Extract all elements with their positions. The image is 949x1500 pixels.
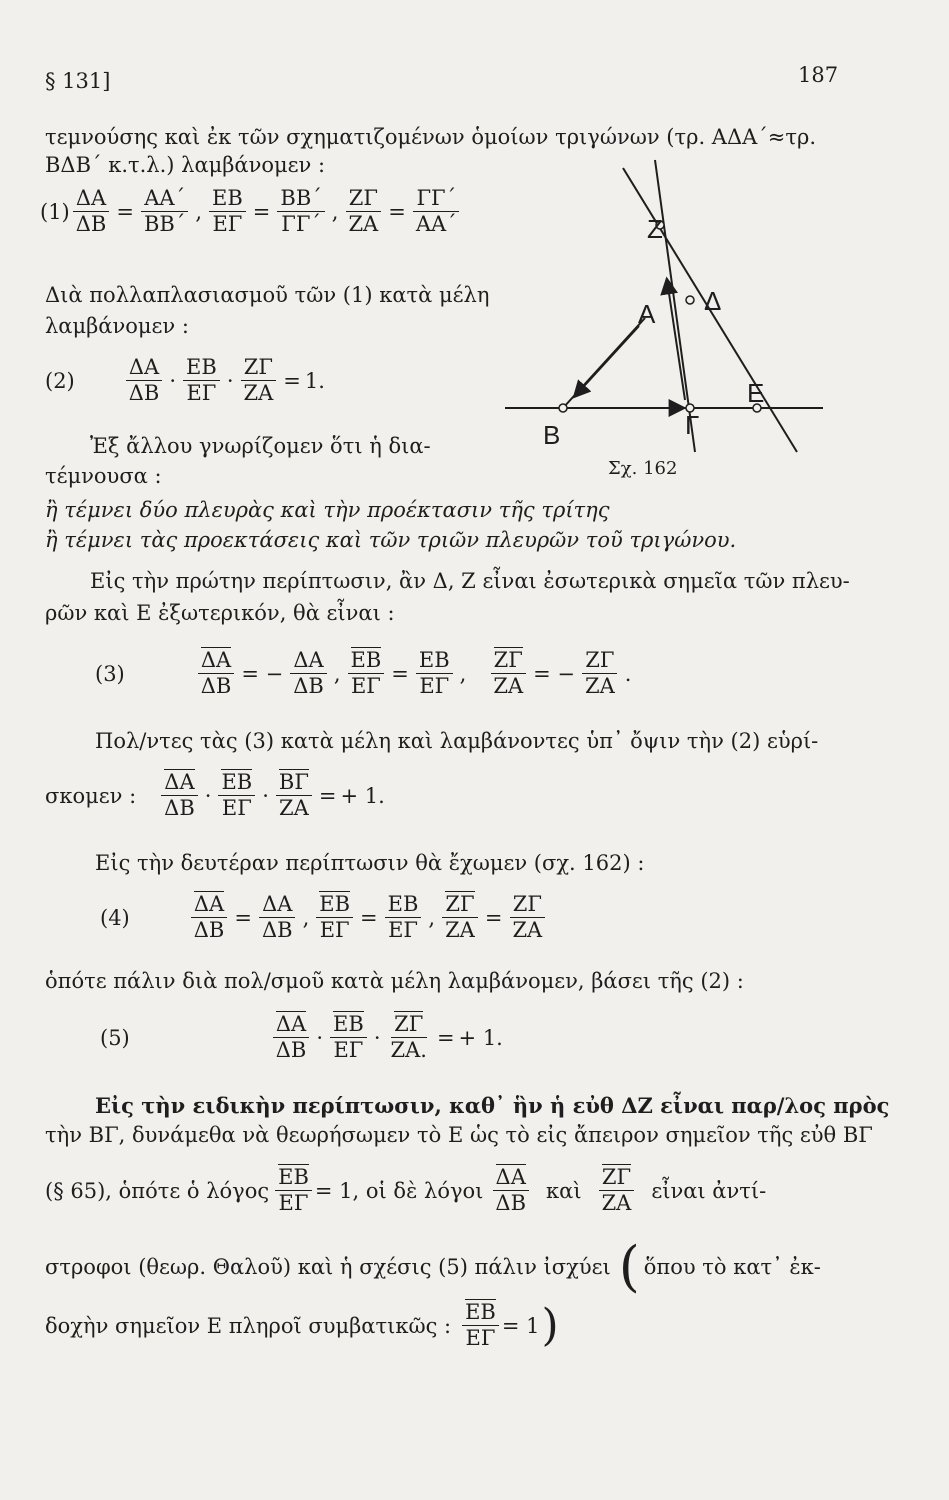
fraction: $\frac{EB}{E\Gamma}$: [385, 892, 422, 943]
fraction: $\frac{Z\Gamma}{ZA}$: [599, 1165, 635, 1216]
text-line: ρῶν καὶ Ε ἐξωτερικόν, θὰ εἶναι :: [45, 601, 395, 625]
text-line: τὴν ΒΓ, δυνάμεθα νὰ θεωρήσωμεν τὸ Ε ὡς τὸ εἰς ἄπειρον σημεῖον τῆς εὐθ ΒΓ: [45, 1123, 873, 1147]
fraction: $\frac{\Delta A}{\Delta B}$: [126, 355, 163, 406]
point-d: [686, 296, 694, 304]
text-line: Διὰ πολλαπλασιασμοῦ τῶν (1) κατὰ μέλη: [45, 283, 490, 307]
text-line: τέμνουσα :: [45, 464, 162, 488]
fraction: $\frac{AA΄}{BB΄}$: [141, 186, 188, 237]
equation-5: (5) $\frac{\Delta A}{\Delta B}$ · $\frac{EB}{E\Gamma}$ · $\frac{Z\Gamma}{ZA.}$ = + 1.: [100, 1012, 503, 1062]
text-line: Εἰς τὴν πρώτην περίπτωσιν, ἂν Δ, Ζ εἶναι ἐσωτερικὰ σημεῖα τῶν πλευ-: [90, 569, 850, 593]
equation-label: (5): [100, 1025, 130, 1050]
fraction: $\frac{EB}{E\Gamma}$: [330, 1012, 367, 1063]
fraction: $\frac{Z\Gamma}{ZA}$: [582, 648, 618, 699]
text-line-with-fraction: δοχὴν σημεῖον Ε πληροῖ συμβατικῶς : $\frac{EB}{E\Gamma}$ = 1 ): [45, 1299, 559, 1351]
fraction: $\frac{\Delta A}{\Delta B}$: [198, 648, 235, 699]
equation-3: (3) $\frac{\Delta A}{\Delta B}$ = − $\frac{\Delta A}{\Delta B}$ , $\frac{EB}{E\Gamma}$ = $\frac{EB}{E\Gamma}$ , $\frac{Z\Gamma}{ZA}$ = − $\frac{Z\Gamma}{ZA}$ .: [95, 648, 632, 698]
fraction: $\frac{\Delta A}{\Delta B}$: [191, 892, 228, 943]
text-line: Εἰς τὴν ειδικὴν περίπτωσιν, καθ᾿ ἣν ἡ εὐθ ΔΖ εἶναι παρ/λος πρὸς: [95, 1093, 890, 1118]
text-line: τεμνούσης καὶ ἐκ τῶν σχηματιζομένων ὁμοίων τριγώνων (τρ. ΑΔΑ΄≈τρ.: [45, 125, 817, 149]
fraction: $\frac{Z\Gamma}{ZA}$: [490, 648, 526, 699]
fraction: $\frac{B\Gamma}{ZA}$: [276, 770, 312, 821]
fraction: $\frac{EB}{E\Gamma}$: [316, 892, 353, 943]
fraction: $\frac{\Delta A}{\Delta B}$: [492, 1165, 529, 1216]
equation-2: (2) $\frac{\Delta A}{\Delta B}$ · $\frac{EB}{E\Gamma}$ · $\frac{Z\Gamma}{ZA}$ = 1.: [45, 355, 325, 405]
text-line: ἢ τέμνει δύο πλευρὰς καὶ τὴν προέκτασιν τῆς τρίτης: [45, 498, 610, 522]
text-line-with-fractions: (§ 65), ὁπότε ὁ λόγος $\frac{EB}{E\Gamma}$ = 1, οἱ δὲ λόγοι $\frac{\Delta A}{\Delta B}$ καὶ $\frac{Z\Gamma}{ZA}$ εἶναι ἀντί-: [45, 1165, 767, 1215]
fraction: $\frac{EB}{E\Gamma}$: [416, 648, 453, 699]
equation-3-product: σκομεν : $\frac{\Delta A}{\Delta B}$ · $\frac{EB}{E\Gamma}$ · $\frac{B\Gamma}{ZA}$ = + 1.: [45, 770, 385, 820]
fraction: $\frac{Z\Gamma}{ZA}$: [345, 186, 381, 237]
text-line: Πολ/ντες τὰς (3) κατὰ μέλη καὶ λαμβάνοντες ὑπ᾿ ὄψιν τὴν (2) εὑρί-: [95, 729, 819, 753]
text-line: Ἐξ ἄλλου γνωρίζομεν ὅτι ἡ δια-: [90, 434, 431, 458]
text-line: Εἰς τὴν δευτέραν περίπτωσιν θὰ ἔχωμεν (σχ. 162) :: [95, 851, 645, 875]
label-b: B: [543, 420, 561, 450]
label-z: Z: [647, 214, 663, 244]
text-line: ΒΔΒ΄ κ.τ.λ.) λαμβάνομεν :: [45, 153, 326, 177]
fraction: $\frac{EB}{E\Gamma}$: [348, 648, 385, 699]
label-d: Δ: [704, 286, 722, 316]
point-b: [559, 404, 567, 412]
equation-label: (3): [95, 661, 125, 686]
figure-162: [495, 150, 835, 460]
fraction: $\frac{Z\Gamma}{ZA.}$: [390, 1012, 427, 1062]
fraction: $\frac{Z\Gamma}{ZA}$: [442, 892, 478, 943]
figure-caption: Σχ. 162: [608, 458, 678, 479]
equation-label: (1): [40, 199, 70, 224]
label-a: A: [638, 299, 656, 329]
arrow-g-to-a: [667, 280, 685, 400]
text-line: ἢ τέμνει τὰς προεκτάσεις καὶ τῶν τριῶν πλευρῶν τοῦ τριγώνου.: [45, 528, 737, 552]
fraction: $\frac{Z\Gamma}{ZA}$: [509, 892, 545, 943]
arrow-a-to-b: [575, 326, 639, 396]
section-reference: § 131]: [45, 69, 111, 93]
fraction: $\frac{BB΄}{\Gamma\Gamma΄}$: [277, 186, 324, 237]
page-number: 187: [798, 63, 839, 87]
fraction: $\frac{\Delta A}{\Delta B}$: [259, 892, 296, 943]
fraction: $\frac{Z\Gamma}{ZA}$: [241, 355, 277, 406]
fraction: $\frac{EB}{E\Gamma}$: [275, 1165, 312, 1216]
fraction: $\frac{EB}{E\Gamma}$: [209, 186, 246, 237]
text-line: λαμβάνομεν :: [45, 314, 189, 338]
fraction: $\frac{\Delta A}{\Delta B}$: [290, 648, 327, 699]
fraction: $\frac{\Delta A}{\Delta B}$: [161, 770, 198, 821]
fraction: $\frac{\Delta A}{\Delta B}$: [273, 1012, 310, 1063]
text-lead: σκομεν :: [45, 783, 137, 808]
fraction: $\frac{\Delta A}{\Delta B}$: [73, 186, 110, 237]
label-e: E: [747, 378, 765, 408]
label-g: Γ: [685, 410, 700, 440]
text-line-with-paren: στροφοι (θεωρ. Θαλοῦ) καὶ ἡ σχέσις (5) πάλιν ἰσχύει ( ὅπου τὸ κατ᾿ ἐκ-: [45, 1235, 821, 1298]
equation-label: (4): [100, 905, 130, 930]
equation-label: (2): [45, 368, 75, 393]
fraction: $\frac{\Gamma\Gamma΄}{AA΄}$: [413, 186, 460, 237]
fraction: $\frac{EB}{E\Gamma}$: [183, 355, 220, 406]
equation-4: (4) $\frac{\Delta A}{\Delta B}$ = $\frac{\Delta A}{\Delta B}$ , $\frac{EB}{E\Gamma}$ = $\frac{EB}{E\Gamma}$ , $\frac{Z\Gamma}{ZA}$ = $\frac{Z\Gamma}{ZA}$: [100, 892, 548, 943]
fraction: $\frac{EB}{E\Gamma}$: [218, 770, 255, 821]
fraction: $\frac{EB}{E\Gamma}$: [462, 1300, 499, 1351]
equation-1: (1) $\frac{\Delta A}{\Delta B}$ = $\frac{AA΄}{BB΄}$ , $\frac{EB}{E\Gamma}$ = $\frac{BB΄}{\Gamma\Gamma΄}$ , $\frac{Z\Gamma}{ZA}$ = $\frac{\Gamma\Gamma΄}{AA΄}$: [40, 186, 463, 237]
text-line: ὁπότε πάλιν διὰ πολ/σμοῦ κατὰ μέλη λαμβάνομεν, βάσει τῆς (2) :: [45, 969, 744, 993]
